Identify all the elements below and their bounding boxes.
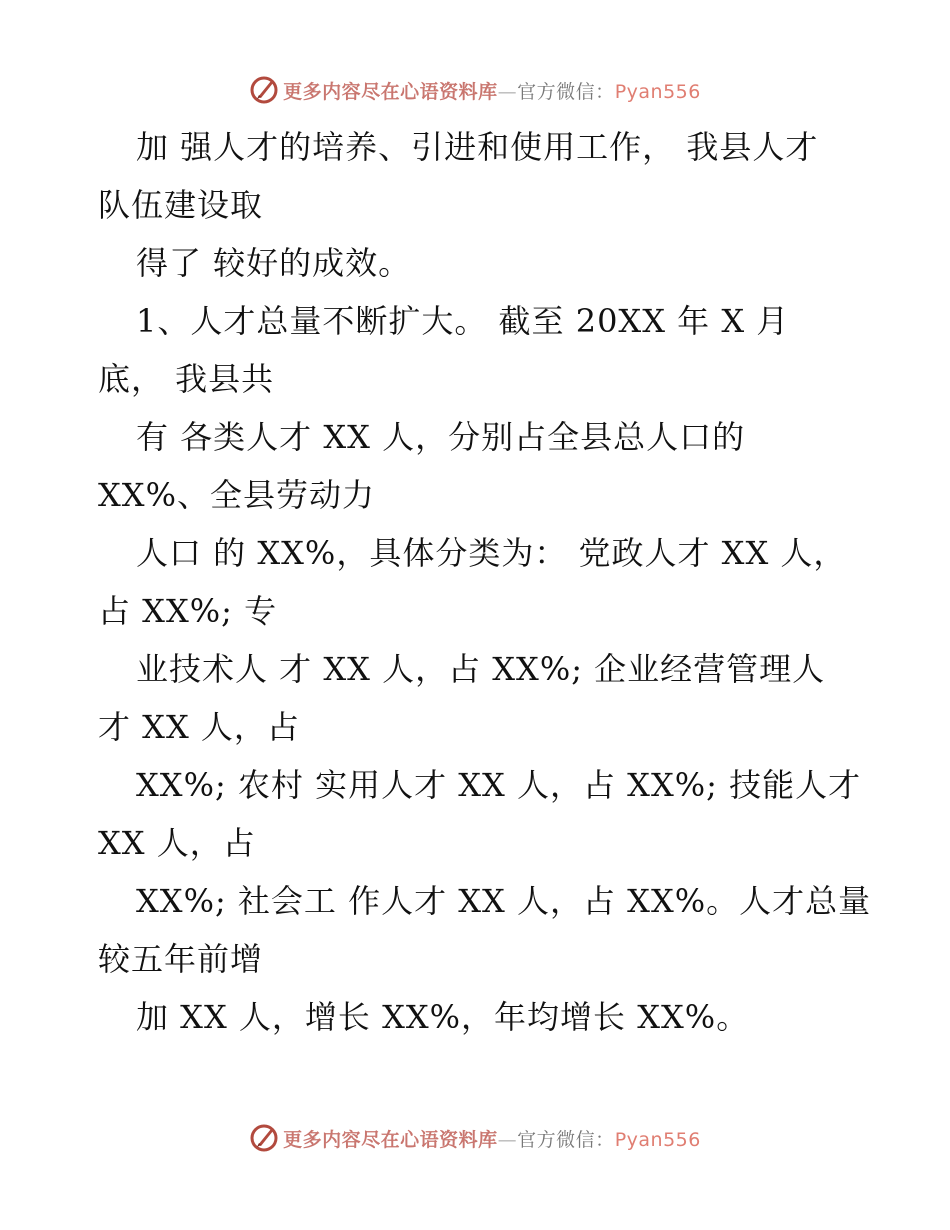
body-line: 占 XX%; 专: [98, 592, 278, 630]
body-line: 才 XX 人，占: [98, 708, 300, 746]
watermark-label: 官方微信：: [517, 1128, 615, 1151]
header-watermark: [0, 73, 950, 107]
body-line: 人口 的 XX%，具体分类为： 党政人才 XX 人，: [136, 534, 847, 572]
body-line: XX%; 社会工 作人才 XX 人，占 XX%。人才总量: [136, 882, 872, 920]
body-line: 业技术人 才 XX 人，占 XX%; 企业经营管理人: [136, 650, 826, 688]
document-body: [98, 118, 872, 1046]
body-line: XX 人，占: [98, 824, 256, 862]
watermark-id: Pyan556: [614, 80, 701, 103]
quill-logo-icon: [249, 75, 279, 105]
body-line: 加 强人才的培养、引进和使用工作， 我县人才: [136, 128, 819, 166]
footer-watermark: [0, 1121, 950, 1155]
watermark-main: 更多内容尽在心语资料库: [283, 80, 498, 103]
watermark-main: 更多内容尽在心语资料库: [283, 1128, 498, 1151]
watermark-text: [283, 1125, 701, 1152]
body-line: 加 XX 人，增长 XX%，年均增长 XX%。: [136, 998, 750, 1036]
watermark-label: 官方微信：: [517, 80, 615, 103]
body-line: XX%、全县劳动力: [98, 476, 375, 514]
quill-logo-icon: [249, 1123, 279, 1153]
body-line: 队伍建设取: [98, 186, 264, 224]
body-line: XX%; 农村 实用人才 XX 人，占 XX%; 技能人才: [136, 766, 862, 804]
watermark-sep: —: [497, 80, 518, 103]
body-line: 较五年前增: [98, 940, 264, 978]
body-line: 得了 较好的成效。: [136, 244, 412, 282]
body-line: 1、人才总量不断扩大。 截至 20XX 年 X 月: [136, 302, 790, 340]
watermark-sep: —: [497, 1128, 518, 1151]
body-line: 有 各类人才 XX 人，分别占全县总人口的: [136, 418, 746, 456]
watermark-text: [283, 77, 701, 104]
body-line: 底， 我县共: [98, 360, 275, 398]
watermark-id: Pyan556: [614, 1128, 701, 1151]
